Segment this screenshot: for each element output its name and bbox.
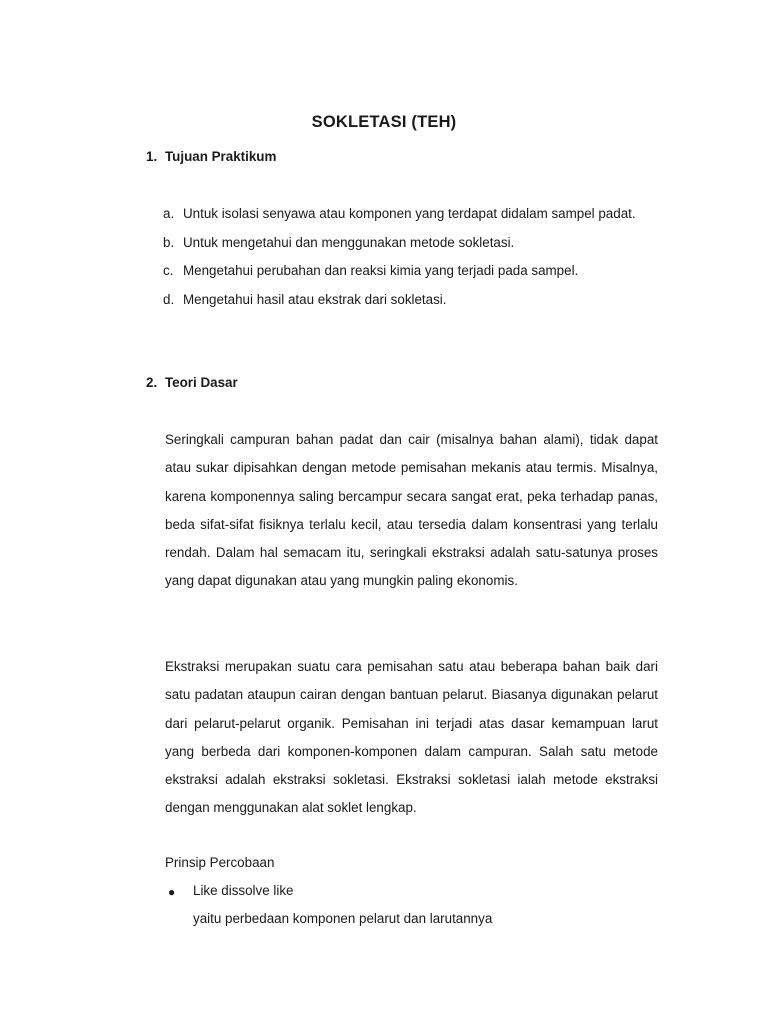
section-number: 2. bbox=[146, 375, 158, 390]
section-heading-teori bbox=[146, 375, 238, 390]
bullet-text: Like dissolve like bbox=[193, 883, 294, 898]
list-marker: a. bbox=[163, 206, 175, 221]
list-item-text: Untuk isolasi senyawa atau komponen yang terdapat didalam sampel padat. bbox=[183, 206, 636, 221]
section-heading-text: Tujuan Praktikum bbox=[165, 149, 277, 164]
paragraph: Seringkali campuran bahan padat dan cair (misalnya bahan alami), tidak dapat atau sukar dipisahkan dengan metode pemisahan mekanis atau termis. Misalnya, karena komponennya saling bercampur secara sangat erat, peka terhadap panas, beda sifat-sifat fisiknya terlalu kecil, atau tersedia dalam konsentrasi yang terlalu rendah. Dalam hal semacam itu, seringkali ekstraksi adalah satu-satunya proses yang dapat digunakan atau yang mungkin paling ekonomis. bbox=[165, 432, 658, 589]
list-item bbox=[163, 286, 658, 315]
list-item bbox=[163, 257, 658, 286]
prinsip-title: Prinsip Percobaan bbox=[165, 855, 275, 870]
paragraph: Ekstraksi merupakan suatu cara pemisahan satu atau beberapa bahan baik dari satu padatan ataupun cairan dengan bantuan pelarut. Biasanya digunakan pelarut dari pelarut-pelarut organik. Pemisahan ini terjadi atas dasar kemampuan larut yang berbeda dari komponen-komponen dalam campuran. Salah satu metode ekstraksi adalah ekstraksi sokletasi. Ekstraksi sokletasi ialah metode ekstraksi dengan menggunakan alat soklet lengkap. bbox=[165, 659, 658, 816]
list-item-text: Untuk mengetahui dan menggunakan metode sokletasi. bbox=[183, 234, 515, 250]
section-heading-text: Teori Dasar bbox=[165, 375, 238, 390]
list-item bbox=[163, 200, 658, 229]
bullet-subtext: yaitu perbedaan komponen pelarut dan larutannya bbox=[193, 911, 493, 926]
list-item-text: Mengetahui perubahan dan reaksi kimia yang terjadi pada sampel. bbox=[183, 263, 579, 278]
list-marker: d. bbox=[163, 291, 175, 307]
bullet-icon: ● bbox=[168, 885, 176, 899]
tujuan-list bbox=[163, 200, 658, 314]
list-marker: b. bbox=[163, 234, 175, 250]
list-item bbox=[163, 229, 658, 258]
document-title: SOKLETASI (TEH) bbox=[311, 113, 457, 131]
list-marker: c. bbox=[163, 263, 174, 278]
list-item-text: Mengetahui hasil atau ekstrak dari sokletasi. bbox=[183, 291, 447, 307]
section-number: 1. bbox=[146, 149, 158, 164]
section-heading-tujuan bbox=[146, 149, 276, 164]
